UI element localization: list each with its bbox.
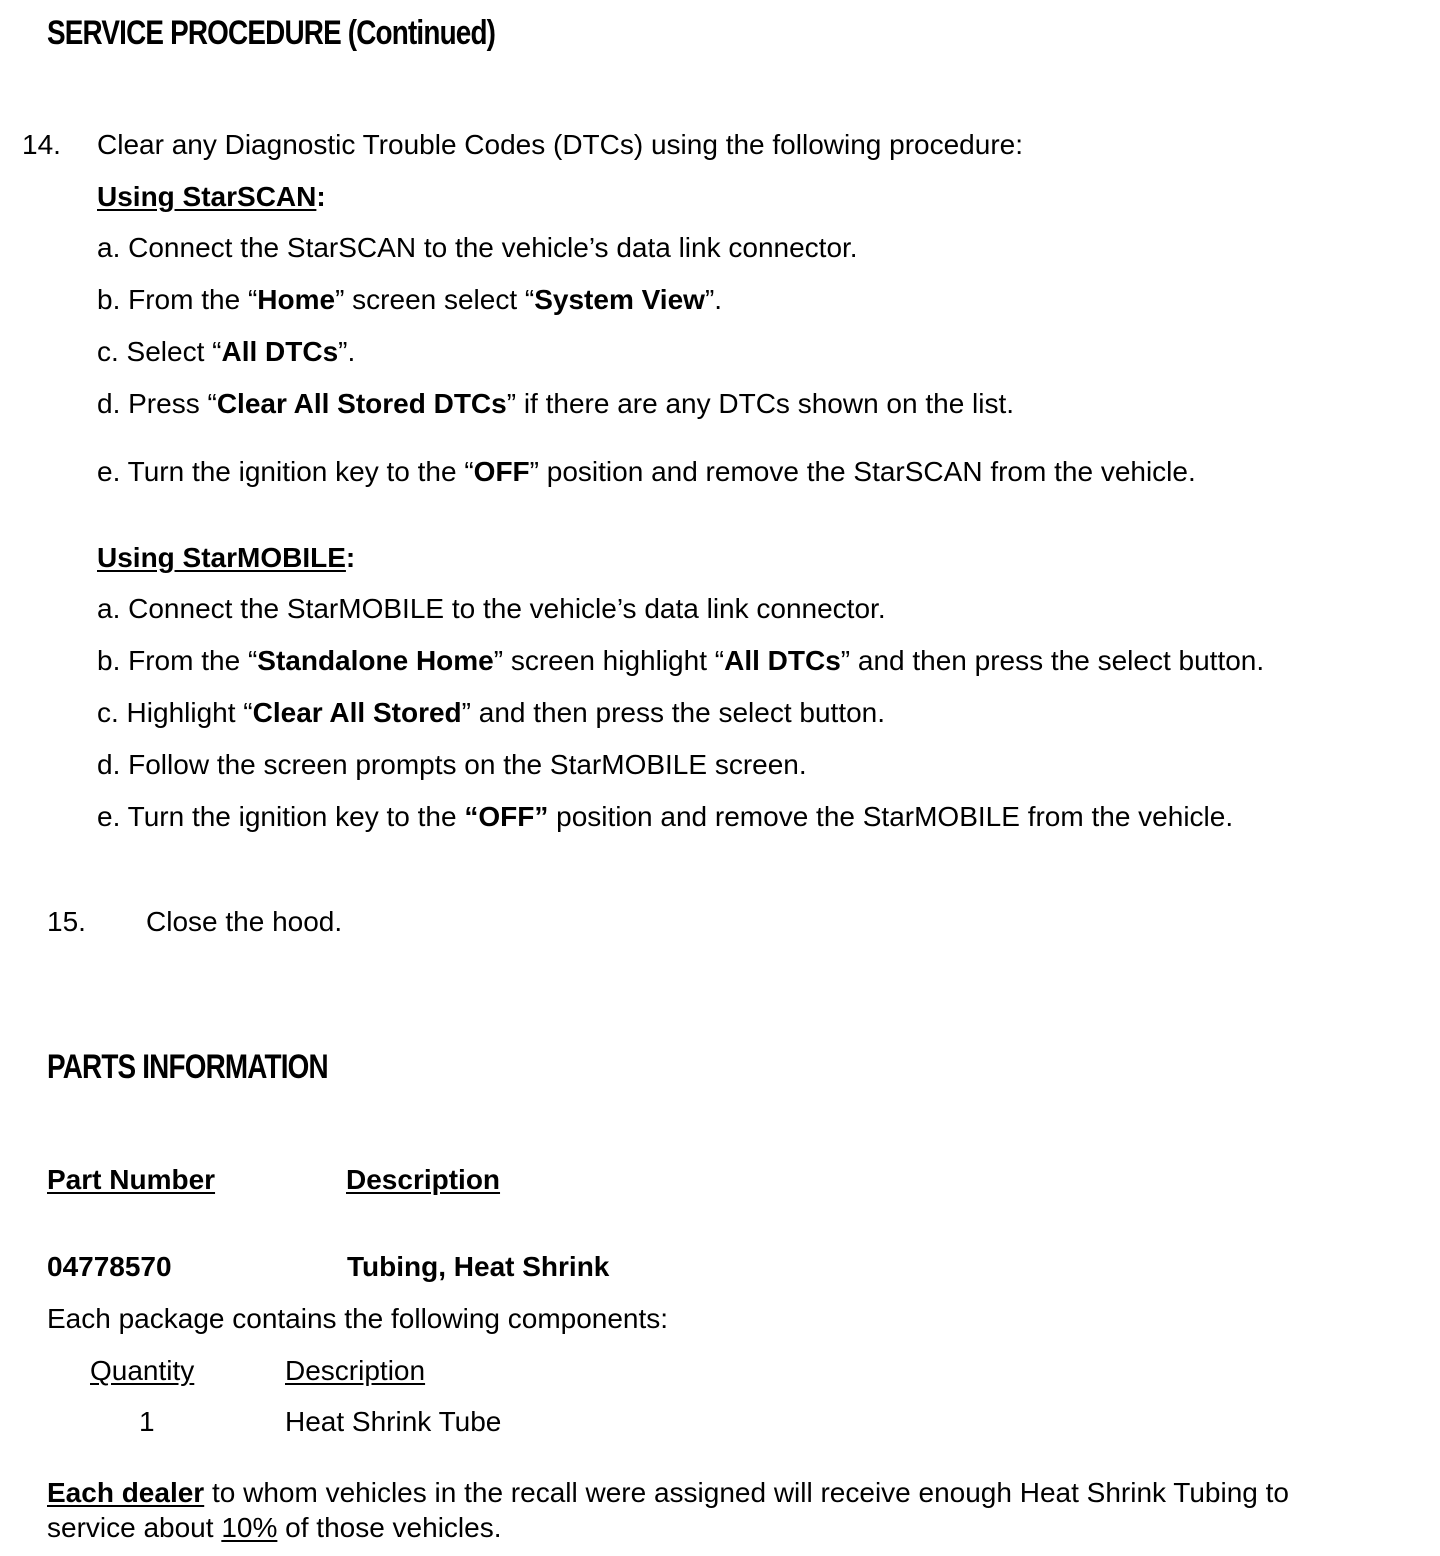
starmobile-step-c: [97, 696, 885, 730]
starmobile-c-bold: Clear All Stored: [252, 697, 462, 728]
starmobile-step-a: a. Connect the StarMOBILE to the vehicle’s data link connector.: [97, 593, 886, 624]
starscan-step-b: [97, 283, 722, 317]
parts-information-heading: PARTS INFORMATION: [47, 1048, 328, 1086]
starscan-c-bold: All DTCs: [221, 336, 339, 367]
starmobile-step-b: [97, 644, 1264, 678]
starmobile-c-post: ” and then press the select button.: [461, 697, 886, 728]
starscan-step-c: [97, 335, 355, 369]
starscan-d-bold: Clear All Stored DTCs: [216, 388, 507, 419]
starscan-b-post: ”.: [704, 284, 723, 315]
starscan-d-post: ” if there are any DTCs shown on the list.: [506, 388, 1015, 419]
dealer-note-line-1: [47, 1476, 1289, 1510]
service-procedure-heading: SERVICE PROCEDURE (Continued): [47, 14, 496, 52]
starscan-heading-colon: :: [316, 181, 326, 212]
starmobile-c-pre: c. Highlight “: [97, 697, 253, 728]
starmobile-heading-colon: :: [345, 542, 356, 573]
part-number-value: 04778570: [47, 1251, 172, 1282]
starscan-c-post: ”.: [338, 336, 356, 367]
step-14-number: 14.: [22, 129, 61, 160]
starscan-b-mid: ” screen select “: [335, 284, 535, 315]
starscan-step-d: [97, 387, 1014, 421]
starmobile-heading: [97, 541, 355, 575]
starscan-e-pre: e. Turn the ignition key to the “: [97, 456, 474, 487]
dealer-note-line-2: [47, 1511, 502, 1545]
starscan-step-e: [97, 455, 1196, 489]
description-column-header: Description: [346, 1164, 501, 1195]
starmobile-b-mid: ” screen highlight “: [493, 645, 725, 676]
starscan-c-pre: c. Select “: [97, 336, 222, 367]
dealer-note-line2-pre: service about: [47, 1512, 222, 1543]
dealer-note-line1-rest: to whom vehicles in the recall were assigned will receive enough Heat Shrink Tubing to: [204, 1477, 1289, 1508]
starmobile-heading-label: Using StarMOBILE: [97, 542, 346, 573]
starscan-d-pre: d. Press “: [97, 388, 217, 419]
starmobile-e-post: position and remove the StarMOBILE from the vehicle.: [548, 801, 1234, 832]
component-description-value: Heat Shrink Tube: [285, 1406, 502, 1437]
starscan-b-pre: b. From the “: [97, 284, 258, 315]
dealer-note-percent: 10%: [221, 1512, 278, 1543]
starscan-b-home: Home: [257, 284, 336, 315]
starscan-heading: [97, 180, 326, 214]
starmobile-b-dtcs: All DTCs: [724, 645, 841, 676]
part-description-value: Tubing, Heat Shrink: [347, 1251, 610, 1282]
step-15-number: 15.: [47, 906, 86, 937]
dealer-note-line2-post: of those vehicles.: [277, 1512, 502, 1543]
starscan-e-bold: OFF: [473, 456, 530, 487]
starscan-b-view: System View: [534, 284, 705, 315]
starmobile-b-post: ” and then press the select button.: [840, 645, 1265, 676]
starscan-heading-label: Using StarSCAN: [97, 181, 317, 212]
starmobile-step-e: [97, 800, 1233, 834]
step-15-text: Close the hood.: [146, 906, 343, 937]
package-contents-text: Each package contains the following components:: [47, 1303, 669, 1334]
starmobile-b-home: Standalone Home: [257, 645, 494, 676]
starmobile-step-d: d. Follow the screen prompts on the StarMOBILE screen.: [97, 749, 807, 780]
part-number-column-header: Part Number: [47, 1164, 216, 1195]
dealer-note-lead: Each dealer: [47, 1477, 205, 1508]
starscan-step-a: a. Connect the StarSCAN to the vehicle’s data link connector.: [97, 232, 858, 263]
starscan-e-post: ” position and remove the StarSCAN from the vehicle.: [529, 456, 1196, 487]
component-description-column-header: Description: [285, 1355, 426, 1386]
step-14-text: Clear any Diagnostic Trouble Codes (DTCs) using the following procedure:: [97, 129, 1023, 160]
starmobile-b-pre: b. From the “: [97, 645, 258, 676]
starmobile-e-bold: “OFF”: [464, 801, 549, 832]
starmobile-e-pre: e. Turn the ignition key to the: [97, 801, 465, 832]
quantity-column-header: Quantity: [90, 1355, 195, 1386]
component-quantity-value: 1: [139, 1406, 155, 1437]
